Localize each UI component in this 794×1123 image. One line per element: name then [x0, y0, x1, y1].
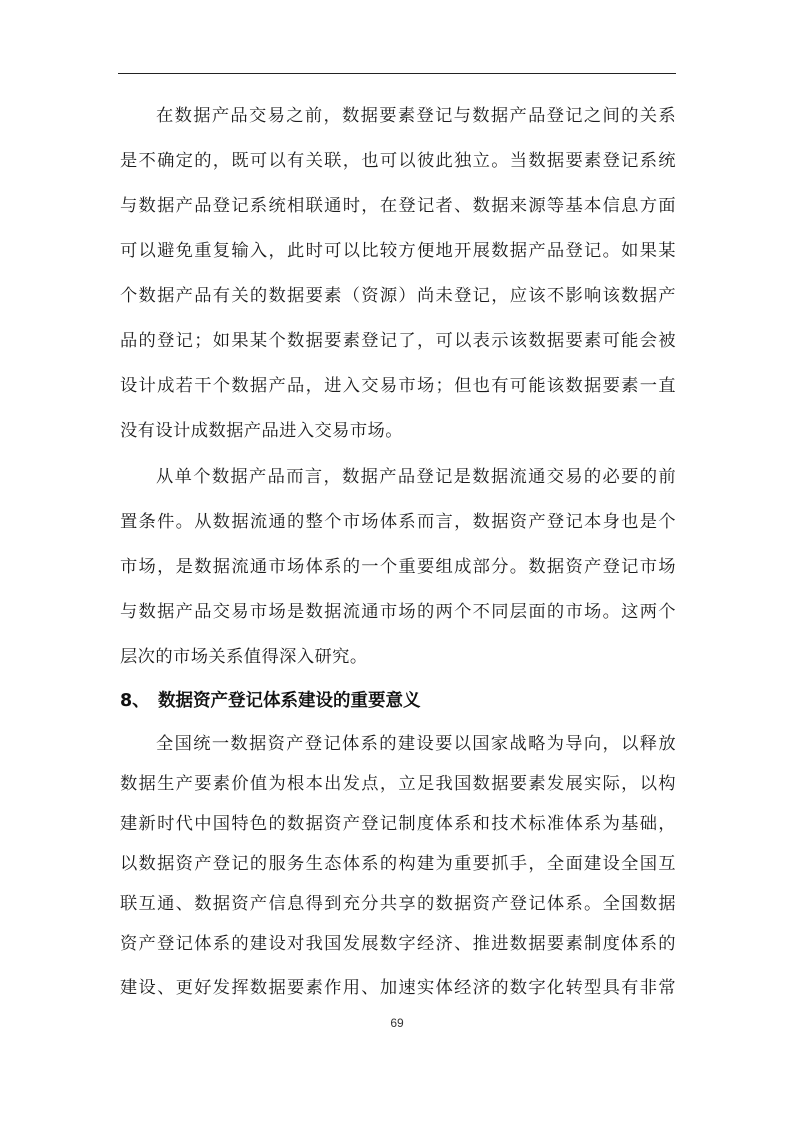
- paragraph-3-line-7: 建设、更好发挥数据要素作用、加速实体经济的数字化转型具有非常: [120, 978, 676, 998]
- paragraph-3-line-3: 建新时代中国特色的数据资产登记制度体系和技术标准体系为基础，: [120, 814, 676, 834]
- paragraph-1-line-1: 在数据产品交易之前，数据要素登记与数据产品登记之间的关系: [156, 106, 676, 126]
- section-number: 8、: [120, 691, 150, 711]
- section-heading: [120, 688, 421, 714]
- page-number: 69: [390, 1016, 404, 1030]
- paragraph-2-line-4: 与数据产品交易市场是数据流通市场的两个不同层面的市场。这两个: [120, 602, 676, 622]
- section-title: 数据资产登记体系建设的重要意义: [158, 691, 421, 711]
- header-rule: [118, 73, 676, 74]
- paragraph-1-line-3: 与数据产品登记系统相联通时，在登记者、数据来源等基本信息方面: [120, 196, 676, 216]
- paragraph-1-line-8: 没有设计成数据产品进入交易市场。: [120, 421, 403, 441]
- paragraph-2-line-1: 从单个数据产品而言，数据产品登记是数据流通交易的必要的前: [156, 467, 676, 487]
- paragraph-1-line-6: 品的登记；如果某个数据要素登记了，可以表示该数据要素可能会被: [120, 331, 676, 351]
- paragraph-3-line-1: 全国统一数据资产登记体系的建设要以国家战略为导向，以释放: [156, 734, 676, 754]
- paragraph-1-line-5: 个数据产品有关的数据要素（资源）尚未登记，应该不影响该数据产: [120, 286, 676, 306]
- paragraph-1-line-2: 是不确定的，既可以有关联，也可以彼此独立。当数据要素登记系统: [120, 151, 676, 171]
- paragraph-2-line-3: 市场，是数据流通市场体系的一个重要组成部分。数据资产登记市场: [120, 557, 676, 577]
- paragraph-2-line-5: 层次的市场关系值得深入研究。: [120, 647, 368, 667]
- paragraph-3-line-2: 数据生产要素价值为根本出发点，立足我国数据要素发展实际，以构: [120, 774, 676, 794]
- paragraph-2-line-2: 置条件。从数据流通的整个市场体系而言，数据资产登记本身也是个: [120, 512, 676, 532]
- paragraph-1-line-4: 可以避免重复输入，此时可以比较方便地开展数据产品登记。如果某: [120, 241, 676, 261]
- paragraph-3-line-4: 以数据资产登记的服务生态体系的构建为重要抓手，全面建设全国互: [120, 854, 676, 874]
- paragraph-1-line-7: 设计成若干个数据产品，进入交易市场；但也有可能该数据要素一直: [120, 376, 676, 396]
- paragraph-3-line-5: 联互通、数据资产信息得到充分共享的数据资产登记体系。全国数据: [120, 894, 676, 914]
- paragraph-3-line-6: 资产登记体系的建设对我国发展数字经济、推进数据要素制度体系的: [120, 934, 676, 954]
